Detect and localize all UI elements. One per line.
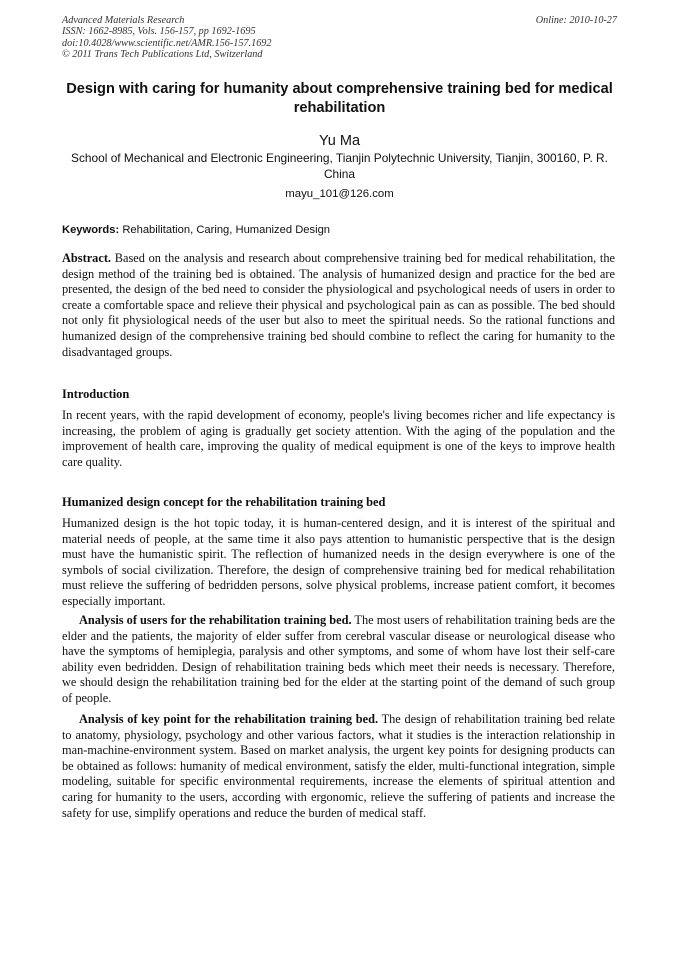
copyright-line: © 2011 Trans Tech Publications Ltd, Switzerland bbox=[62, 49, 263, 61]
journal-name: Advanced Materials Research bbox=[62, 15, 185, 26]
users-analysis-paragraph bbox=[62, 613, 615, 707]
humanized-design-heading: Humanized design concept for the rehabilitation training bed bbox=[62, 495, 386, 509]
introduction-heading: Introduction bbox=[62, 387, 130, 401]
abstract-label: Abstract. bbox=[62, 251, 112, 265]
abstract-text: Based on the analysis and research about comprehensive training bed for medical rehabilitation, the design method of the training bed is obtained. The analysis of humanized design and practice for the bed are presented, the design of the bed need to consider the physiological and psychological needs of users in order to create a comfortable space and relieve their physical and psychological pain as can as possible. The bed should not only fit physiological needs of the user but also to meet the spiritual needs. So the rational functions and humanized design of the comprehensive training bed should combine to reflect the caring for humanity to the disadvantaged groups. bbox=[62, 251, 615, 359]
introduction-paragraph: In recent years, with the rapid development of economy, people's living becomes richer and life expectancy is increasing, the problem of aging is gradually get society attention. With the aging of the population and the improvement of health care, improving the quality of medical equipment is one of the keys to improve health care quality. bbox=[62, 408, 615, 469]
paper-title: Design with caring for humanity about comprehensive training bed for medical rehabilitation bbox=[66, 81, 613, 116]
author-name: Yu Ma bbox=[318, 133, 361, 149]
users-analysis-text: The most users of rehabilitation training beds are the elder and the patients, the majority of elder suffer from cerebral vascular disease or neurological disease who have the symptoms of hemiplegia, paralysis and other symptoms, and some of whom have lost their self-care ability even bedridden. Design of rehabilitation training beds which meet their needs is necessary. Therefore, we should design the rehabilitation training bed for the elder at the starting point of the demand of such group of people. bbox=[62, 613, 615, 705]
keypoint-analysis-lead: Analysis of key point for the rehabilitation training bed. bbox=[79, 712, 379, 726]
author-affiliation: School of Mechanical and Electronic Engineering, Tianjin Polytechnic University, Tianjin, 300160, P. R. China bbox=[71, 151, 608, 181]
keywords-text: Rehabilitation, Caring, Humanized Design bbox=[122, 224, 331, 236]
journal-header bbox=[62, 15, 617, 61]
online-date: Online: 2010-10-27 bbox=[535, 15, 617, 26]
users-analysis-lead: Analysis of users for the rehabilitation training bed. bbox=[79, 613, 352, 627]
author-email: mayu_101@126.com bbox=[285, 188, 394, 200]
doi-line: doi:10.4028/www.scientific.net/AMR.156-157.1692 bbox=[62, 37, 272, 49]
keywords-label: Keywords: bbox=[62, 224, 120, 236]
abstract-paragraph bbox=[62, 251, 615, 360]
keywords-line bbox=[62, 223, 617, 237]
humanized-design-paragraph: Humanized design is the hot topic today, it is human-centered design, and it is interest of the spiritual and material needs of people, at the same time it also pays attention to humanistic perspective that is the design must have the humanistic spirit. The reflection of humanized needs in the design everywhere is one of the symbols of social civilization. Therefore, the design of comprehensive training bed for medical rehabilitation must relieve the suffering of bedridden persons, solve physical problems, increase patient comfort, it becomes especially important. bbox=[62, 516, 615, 608]
issn-line: ISSN: 1662-8985, Vols. 156-157, pp 1692-1695 bbox=[62, 26, 256, 38]
keypoint-analysis-paragraph bbox=[62, 712, 615, 821]
keypoint-analysis-text: The design of rehabilitation training bed relate to anatomy, physiology, psychology and other various factors, what it studies is the interaction relationship in man-machine-environment system. Based on market analysis, the urgent key points for designing products can be obtained as follows: humanity of medical environment, satisfy the elder, multi-functional integration, simple modeling, suitable for specific environmental requirements, increase the elements of spiritual attention and caring for humanity to the users, according with ergonomic, relieve the suffering of patients and increase the safety for use, simplify operations and reduce the burden of medical staff. bbox=[62, 712, 615, 820]
